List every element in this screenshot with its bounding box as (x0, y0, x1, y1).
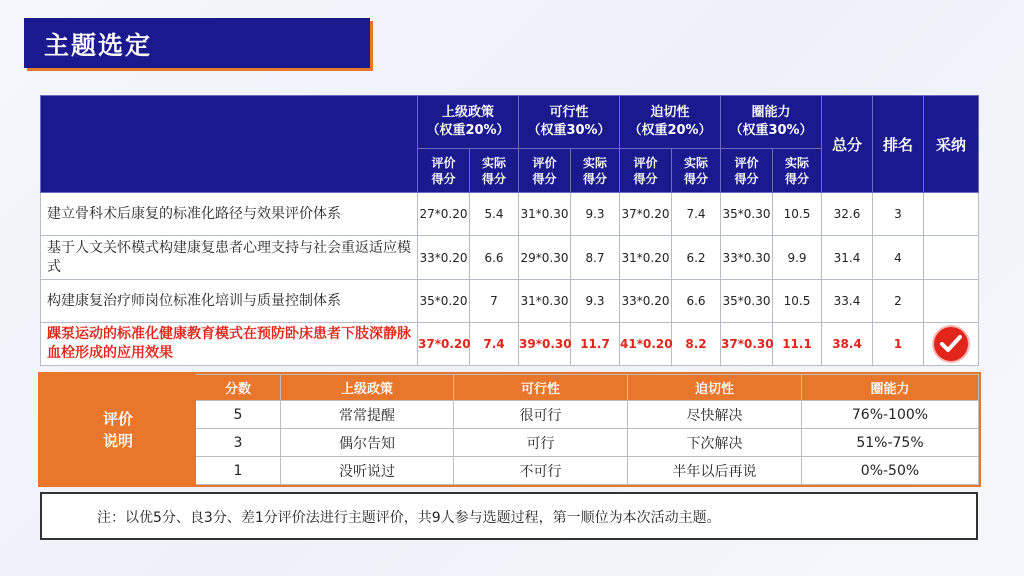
total-cell: 32.6 (822, 193, 873, 236)
eval-score-header: 评价 得分 (519, 149, 571, 193)
legend-header: 上级政策 (281, 375, 454, 401)
score-cell: 11.1 (773, 323, 822, 366)
legend-cell: 不可行 (454, 457, 628, 485)
legend-cell: 半年以后再说 (628, 457, 802, 485)
topic-cell: 建立骨科术后康复的标准化路径与效果评价体系 (41, 193, 418, 236)
rank-cell: 1 (873, 323, 924, 366)
topic-cell: 基于人文关怀模式构建康复患者心理支持与社会重返适应模式 (41, 236, 418, 280)
total-cell: 38.4 (822, 323, 873, 366)
legend-cell: 1 (196, 457, 281, 485)
feasibility-header: 可行性 （权重30%） (519, 96, 620, 149)
page-title: 主题选定 (44, 31, 153, 60)
table-row (41, 280, 979, 323)
legend-cell: 尽快解决 (628, 401, 802, 429)
topic-cell: 踝泵运动的标准化健康教育模式在预防卧床患者下肢深静脉血栓形成的应用效果 (41, 323, 418, 366)
adopt-cell (924, 193, 979, 236)
actual-score-header: 实际 得分 (773, 149, 822, 193)
score-cell: 6.6 (470, 236, 519, 280)
legend-cell: 下次解决 (628, 429, 802, 457)
score-cell: 9.9 (773, 236, 822, 280)
table-row (41, 193, 979, 236)
legend-cell: 0%-50% (802, 457, 979, 485)
score-cell: 9.3 (571, 280, 620, 323)
rank-header: 排名 (873, 96, 924, 193)
topic-selection-table (40, 95, 979, 366)
score-cell: 6.6 (672, 280, 721, 323)
topic-cell: 构建康复治疗师岗位标准化培训与质量控制体系 (41, 280, 418, 323)
score-cell: 8.7 (571, 236, 620, 280)
legend-label: 评价 说明 (41, 375, 196, 485)
score-cell: 33*0.20 (418, 236, 470, 280)
urgency-header: 迫切性 （权重20%） (620, 96, 721, 149)
policy-header: 上级政策 （权重20%） (418, 96, 519, 149)
eval-score-header: 评价 得分 (620, 149, 672, 193)
score-cell: 37*0.20 (620, 193, 672, 236)
score-cell: 37*0.20 (418, 323, 470, 366)
score-cell: 41*0.20 (620, 323, 672, 366)
score-cell: 7.4 (470, 323, 519, 366)
note-text: 注：以优5分、良3分、差1分评价法进行主题评价，共9人参与选题过程，第一顺位为本次活动主题。 (97, 510, 721, 526)
total-cell: 31.4 (822, 236, 873, 280)
total-header: 总分 (822, 96, 873, 193)
table-row-selected (41, 323, 979, 366)
legend-header: 迫切性 (628, 375, 802, 401)
score-cell: 31*0.20 (620, 236, 672, 280)
score-cell: 6.2 (672, 236, 721, 280)
eval-score-header: 评价 得分 (418, 149, 470, 193)
score-cell: 39*0.30 (519, 323, 571, 366)
score-cell: 8.2 (672, 323, 721, 366)
check-icon (934, 327, 968, 361)
total-cell: 33.4 (822, 280, 873, 323)
score-cell: 29*0.30 (519, 236, 571, 280)
score-cell: 9.3 (571, 193, 620, 236)
score-cell: 35*0.30 (721, 280, 773, 323)
score-cell: 27*0.20 (418, 193, 470, 236)
title-banner (24, 18, 370, 68)
score-cell: 33*0.20 (620, 280, 672, 323)
score-cell: 31*0.30 (519, 193, 571, 236)
rank-cell: 4 (873, 236, 924, 280)
legend-cell: 很可行 (454, 401, 628, 429)
score-cell: 35*0.20 (418, 280, 470, 323)
legend-cell: 51%-75% (802, 429, 979, 457)
actual-score-header: 实际 得分 (672, 149, 721, 193)
note-box (40, 492, 978, 540)
score-cell: 33*0.30 (721, 236, 773, 280)
rank-cell: 2 (873, 280, 924, 323)
score-cell: 5.4 (470, 193, 519, 236)
score-cell: 7 (470, 280, 519, 323)
capability-header: 圈能力 （权重30%） (721, 96, 822, 149)
legend-cell: 没听说过 (281, 457, 454, 485)
score-cell: 11.7 (571, 323, 620, 366)
score-cell: 35*0.30 (721, 193, 773, 236)
legend-header: 分数 (196, 375, 281, 401)
eval-score-header: 评价 得分 (721, 149, 773, 193)
legend-header: 可行性 (454, 375, 628, 401)
table-row (41, 236, 979, 280)
legend-cell: 76%-100% (802, 401, 979, 429)
score-cell: 10.5 (773, 280, 822, 323)
legend-cell: 可行 (454, 429, 628, 457)
evaluation-legend-table (40, 374, 979, 485)
rank-cell: 3 (873, 193, 924, 236)
score-cell: 7.4 (672, 193, 721, 236)
legend-cell: 5 (196, 401, 281, 429)
adopt-cell (924, 280, 979, 323)
adopt-cell (924, 236, 979, 280)
score-cell: 10.5 (773, 193, 822, 236)
actual-score-header: 实际 得分 (470, 149, 519, 193)
score-cell: 37*0.30 (721, 323, 773, 366)
legend-header: 圈能力 (802, 375, 979, 401)
topic-header (41, 96, 418, 193)
legend-cell: 3 (196, 429, 281, 457)
legend-cell: 偶尔告知 (281, 429, 454, 457)
adopt-cell (924, 323, 979, 366)
legend-cell: 常常提醒 (281, 401, 454, 429)
score-cell: 31*0.30 (519, 280, 571, 323)
adopt-header: 采纳 (924, 96, 979, 193)
actual-score-header: 实际 得分 (571, 149, 620, 193)
